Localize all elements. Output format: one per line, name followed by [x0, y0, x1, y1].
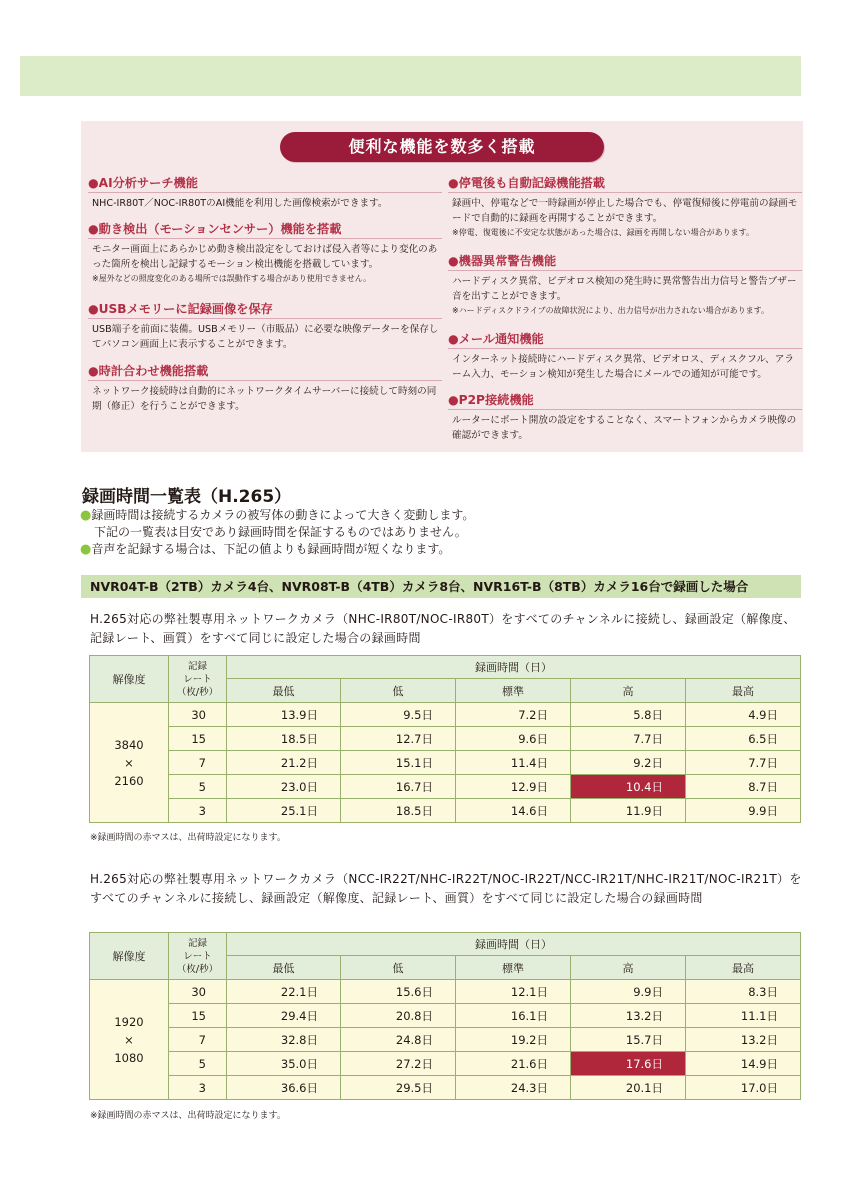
feature-usb-memory [88, 300, 442, 352]
table-description: H.265対応の弊社製専用ネットワークカメラ（NCC-IR22T/NHC-IR22T/NOC-IR22T/NCC-IR21T/NHC-IR21T/NOC-IR21T）をすべてのチャンネルに接続し、録画設定（解像度、記録レート、画質）をすべて同じに設定した場合の録画時間 [90, 872, 802, 905]
feature-text: 録画中、停電などで一時録画が停止した場合でも、停電復帰後に停電前の録画モードで自動的に録画を再開することができます。 [452, 198, 798, 224]
value-cell: 16.7日 [341, 775, 456, 799]
value-cell: 36.6日 [227, 1076, 341, 1100]
rate-cell: 3 [169, 799, 227, 823]
value-cell: 6.5日 [686, 727, 801, 751]
rate-cell: 3 [169, 1076, 227, 1100]
table-description: H.265対応の弊社製専用ネットワークカメラ（NHC-IR80T/NOC-IR80T）をすべてのチャンネルに接続し、録画設定（解像度、記録レート、画質）をすべて同じに設定した場合の録画時間 [90, 612, 796, 645]
value-cell: 21.6日 [456, 1052, 571, 1076]
header-level: 標準 [456, 679, 571, 703]
header-level: 最低 [227, 956, 341, 980]
table-row [90, 1004, 801, 1028]
value-cell: 25.1日 [227, 799, 341, 823]
header-level: 高 [571, 956, 686, 980]
value-cell: 15.1日 [341, 751, 456, 775]
bullet-dot-icon: ● [80, 508, 92, 523]
header-resolution: 解像度 [90, 933, 169, 980]
feature-note: ※屋外などの照度変化のある場所では誤動作する場合があり使用できません。 [92, 274, 372, 283]
value-cell: 8.3日 [686, 980, 801, 1004]
value-cell: 9.5日 [341, 703, 456, 727]
feature-text: ルーターにポート開放の設定をすることなく、スマートフォンからカメラ映像の確認ができます。 [452, 415, 797, 441]
feature-clock-sync [88, 362, 442, 414]
value-cell: 17.0日 [686, 1076, 801, 1100]
value-cell: 14.9日 [686, 1052, 801, 1076]
table-footnote: ※録画時間の赤マスは、出荷時設定になります。 [90, 833, 286, 843]
header-level: 高 [571, 679, 686, 703]
table-row [90, 727, 801, 751]
header-rate: 記録 レート （枚/秒） [169, 933, 227, 980]
table-footnote: ※録画時間の赤マスは、出荷時設定になります。 [90, 1111, 286, 1121]
header-level: 低 [341, 679, 456, 703]
resolution-cell: 1920 × 1080 [90, 980, 169, 1100]
value-cell: 9.9日 [686, 799, 801, 823]
feature-title: ●時計合わせ機能搭載 [88, 362, 442, 381]
rate-cell: 5 [169, 1052, 227, 1076]
table-row [90, 703, 801, 727]
feature-title: ●停電後も自動記録機能搭載 [448, 174, 802, 193]
value-cell: 13.2日 [571, 1004, 686, 1028]
value-cell: 18.5日 [341, 799, 456, 823]
feature-title: ●メール通知機能 [448, 330, 802, 349]
bullet-item: ●録画時間は接続するカメラの被写体の動きによって大きく変動します。 [80, 508, 475, 523]
table-row [90, 799, 801, 823]
feature-title: ●動き検出（モーションセンサー）機能を搭載 [88, 220, 442, 239]
value-cell: 19.2日 [456, 1028, 571, 1052]
feature-device-alert [448, 252, 802, 317]
value-cell: 11.9日 [571, 799, 686, 823]
value-cell: 16.1日 [456, 1004, 571, 1028]
value-cell: 35.0日 [227, 1052, 341, 1076]
feature-ai-search [88, 174, 442, 211]
feature-text: ネットワーク接続時は自動的にネットワークタイムサーバーに接続して時刻の同期（修正）を行うことができます。 [92, 386, 437, 412]
value-cell: 9.9日 [571, 980, 686, 1004]
feature-text: USB端子を前面に装備。USBメモリー（市販品）に必要な映像データーを保存してパソコン画面上に表示することができます。 [92, 324, 439, 350]
value-cell: 7.7日 [686, 751, 801, 775]
header-level: 最高 [686, 956, 801, 980]
feature-p2p [448, 391, 802, 443]
header-rate: 記録 レート （枚/秒） [169, 656, 227, 703]
section-title: 録画時間一覧表（H.265） [82, 487, 292, 507]
bullet-dot-icon: ● [80, 542, 92, 557]
value-cell: 9.6日 [456, 727, 571, 751]
value-cell: 12.7日 [341, 727, 456, 751]
header-level: 標準 [456, 956, 571, 980]
recording-time-table [89, 932, 801, 1100]
value-cell: 7.2日 [456, 703, 571, 727]
value-cell: 21.2日 [227, 751, 341, 775]
rate-cell: 15 [169, 727, 227, 751]
value-cell: 11.1日 [686, 1004, 801, 1028]
feature-motion-detect [88, 220, 442, 285]
value-cell: 12.9日 [456, 775, 571, 799]
header-rec-time: 録画時間（日） [227, 933, 801, 956]
feature-banner: 便利な機能を数多く搭載 [280, 132, 604, 162]
value-cell: 22.1日 [227, 980, 341, 1004]
default-setting-cell: 17.6日 [571, 1052, 686, 1076]
feature-text: インターネット接続時にハードディスク異常、ビデオロス、ディスクフル、アラーム入力、モーション検知が発生した場合にメールでの通知が可能です。 [452, 354, 794, 380]
value-cell: 24.8日 [341, 1028, 456, 1052]
value-cell: 32.8日 [227, 1028, 341, 1052]
feature-text: モニター画面上にあらかじめ動き検出設定をしておけば侵入者等により変化のあった箇所を検出し記録するモーション検出機能を搭載しています。 [92, 244, 438, 270]
rate-cell: 30 [169, 980, 227, 1004]
rate-cell: 7 [169, 751, 227, 775]
value-cell: 14.6日 [456, 799, 571, 823]
rate-cell: 15 [169, 1004, 227, 1028]
header-band [20, 56, 801, 96]
value-cell: 11.4日 [456, 751, 571, 775]
value-cell: 20.8日 [341, 1004, 456, 1028]
feature-text: NHC-IR80T／NOC-IR80TのAI機能を利用した画像検索ができます。 [92, 198, 388, 209]
value-cell: 29.5日 [341, 1076, 456, 1100]
value-cell: 27.2日 [341, 1052, 456, 1076]
feature-note: ※停電、復電後に不安定な状態があった場合は、録画を再開しない場合があります。 [452, 228, 754, 237]
header-level: 低 [341, 956, 456, 980]
value-cell: 13.2日 [686, 1028, 801, 1052]
feature-mail-notify [448, 330, 802, 382]
feature-title: ●USBメモリーに記録画像を保存 [88, 300, 442, 319]
value-cell: 18.5日 [227, 727, 341, 751]
value-cell: 5.8日 [571, 703, 686, 727]
header-level: 最高 [686, 679, 801, 703]
table-row [90, 1052, 801, 1076]
default-setting-cell: 10.4日 [571, 775, 686, 799]
rate-cell: 7 [169, 1028, 227, 1052]
value-cell: 13.9日 [227, 703, 341, 727]
table-row [90, 980, 801, 1004]
value-cell: 20.1日 [571, 1076, 686, 1100]
header-rec-time: 録画時間（日） [227, 656, 801, 679]
value-cell: 12.1日 [456, 980, 571, 1004]
value-cell: 23.0日 [227, 775, 341, 799]
value-cell: 15.6日 [341, 980, 456, 1004]
value-cell: 15.7日 [571, 1028, 686, 1052]
value-cell: 4.9日 [686, 703, 801, 727]
feature-title: ●P2P接続機能 [448, 391, 802, 410]
table-row [90, 775, 801, 799]
value-cell: 24.3日 [456, 1076, 571, 1100]
feature-title: ●AI分析サーチ機能 [88, 174, 442, 193]
recording-time-table [89, 655, 801, 823]
rate-cell: 5 [169, 775, 227, 799]
header-level: 最低 [227, 679, 341, 703]
value-cell: 8.7日 [686, 775, 801, 799]
bullet-item-cont: 下記の一覧表は目安であり録画時間を保証するものではありません。 [94, 525, 467, 539]
table-row [90, 1028, 801, 1052]
resolution-cell: 3840 × 2160 [90, 703, 169, 823]
table-row [90, 1076, 801, 1100]
feature-note: ※ハードディスクドライブの故障状況により、出力信号が出力されない場合があります。 [452, 306, 769, 315]
bullet-list [80, 507, 474, 558]
table-row [90, 751, 801, 775]
rate-cell: 30 [169, 703, 227, 727]
value-cell: 7.7日 [571, 727, 686, 751]
header-resolution: 解像度 [90, 656, 169, 703]
condition-bar: NVR04T-B（2TB）カメラ4台、NVR08T-B（4TB）カメラ8台、NVR16T-B（8TB）カメラ16台で録画した場合 [81, 575, 801, 598]
feature-title: ●機器異常警告機能 [448, 252, 802, 271]
value-cell: 9.2日 [571, 751, 686, 775]
feature-power-recovery [448, 174, 802, 239]
bullet-item: ●音声を記録する場合は、下記の値よりも録画時間が短くなります。 [80, 542, 451, 557]
value-cell: 29.4日 [227, 1004, 341, 1028]
feature-text: ハードディスク異常、ビデオロス検知の発生時に異常警告出力信号と警告ブザー音を出すことができます。 [452, 276, 797, 302]
